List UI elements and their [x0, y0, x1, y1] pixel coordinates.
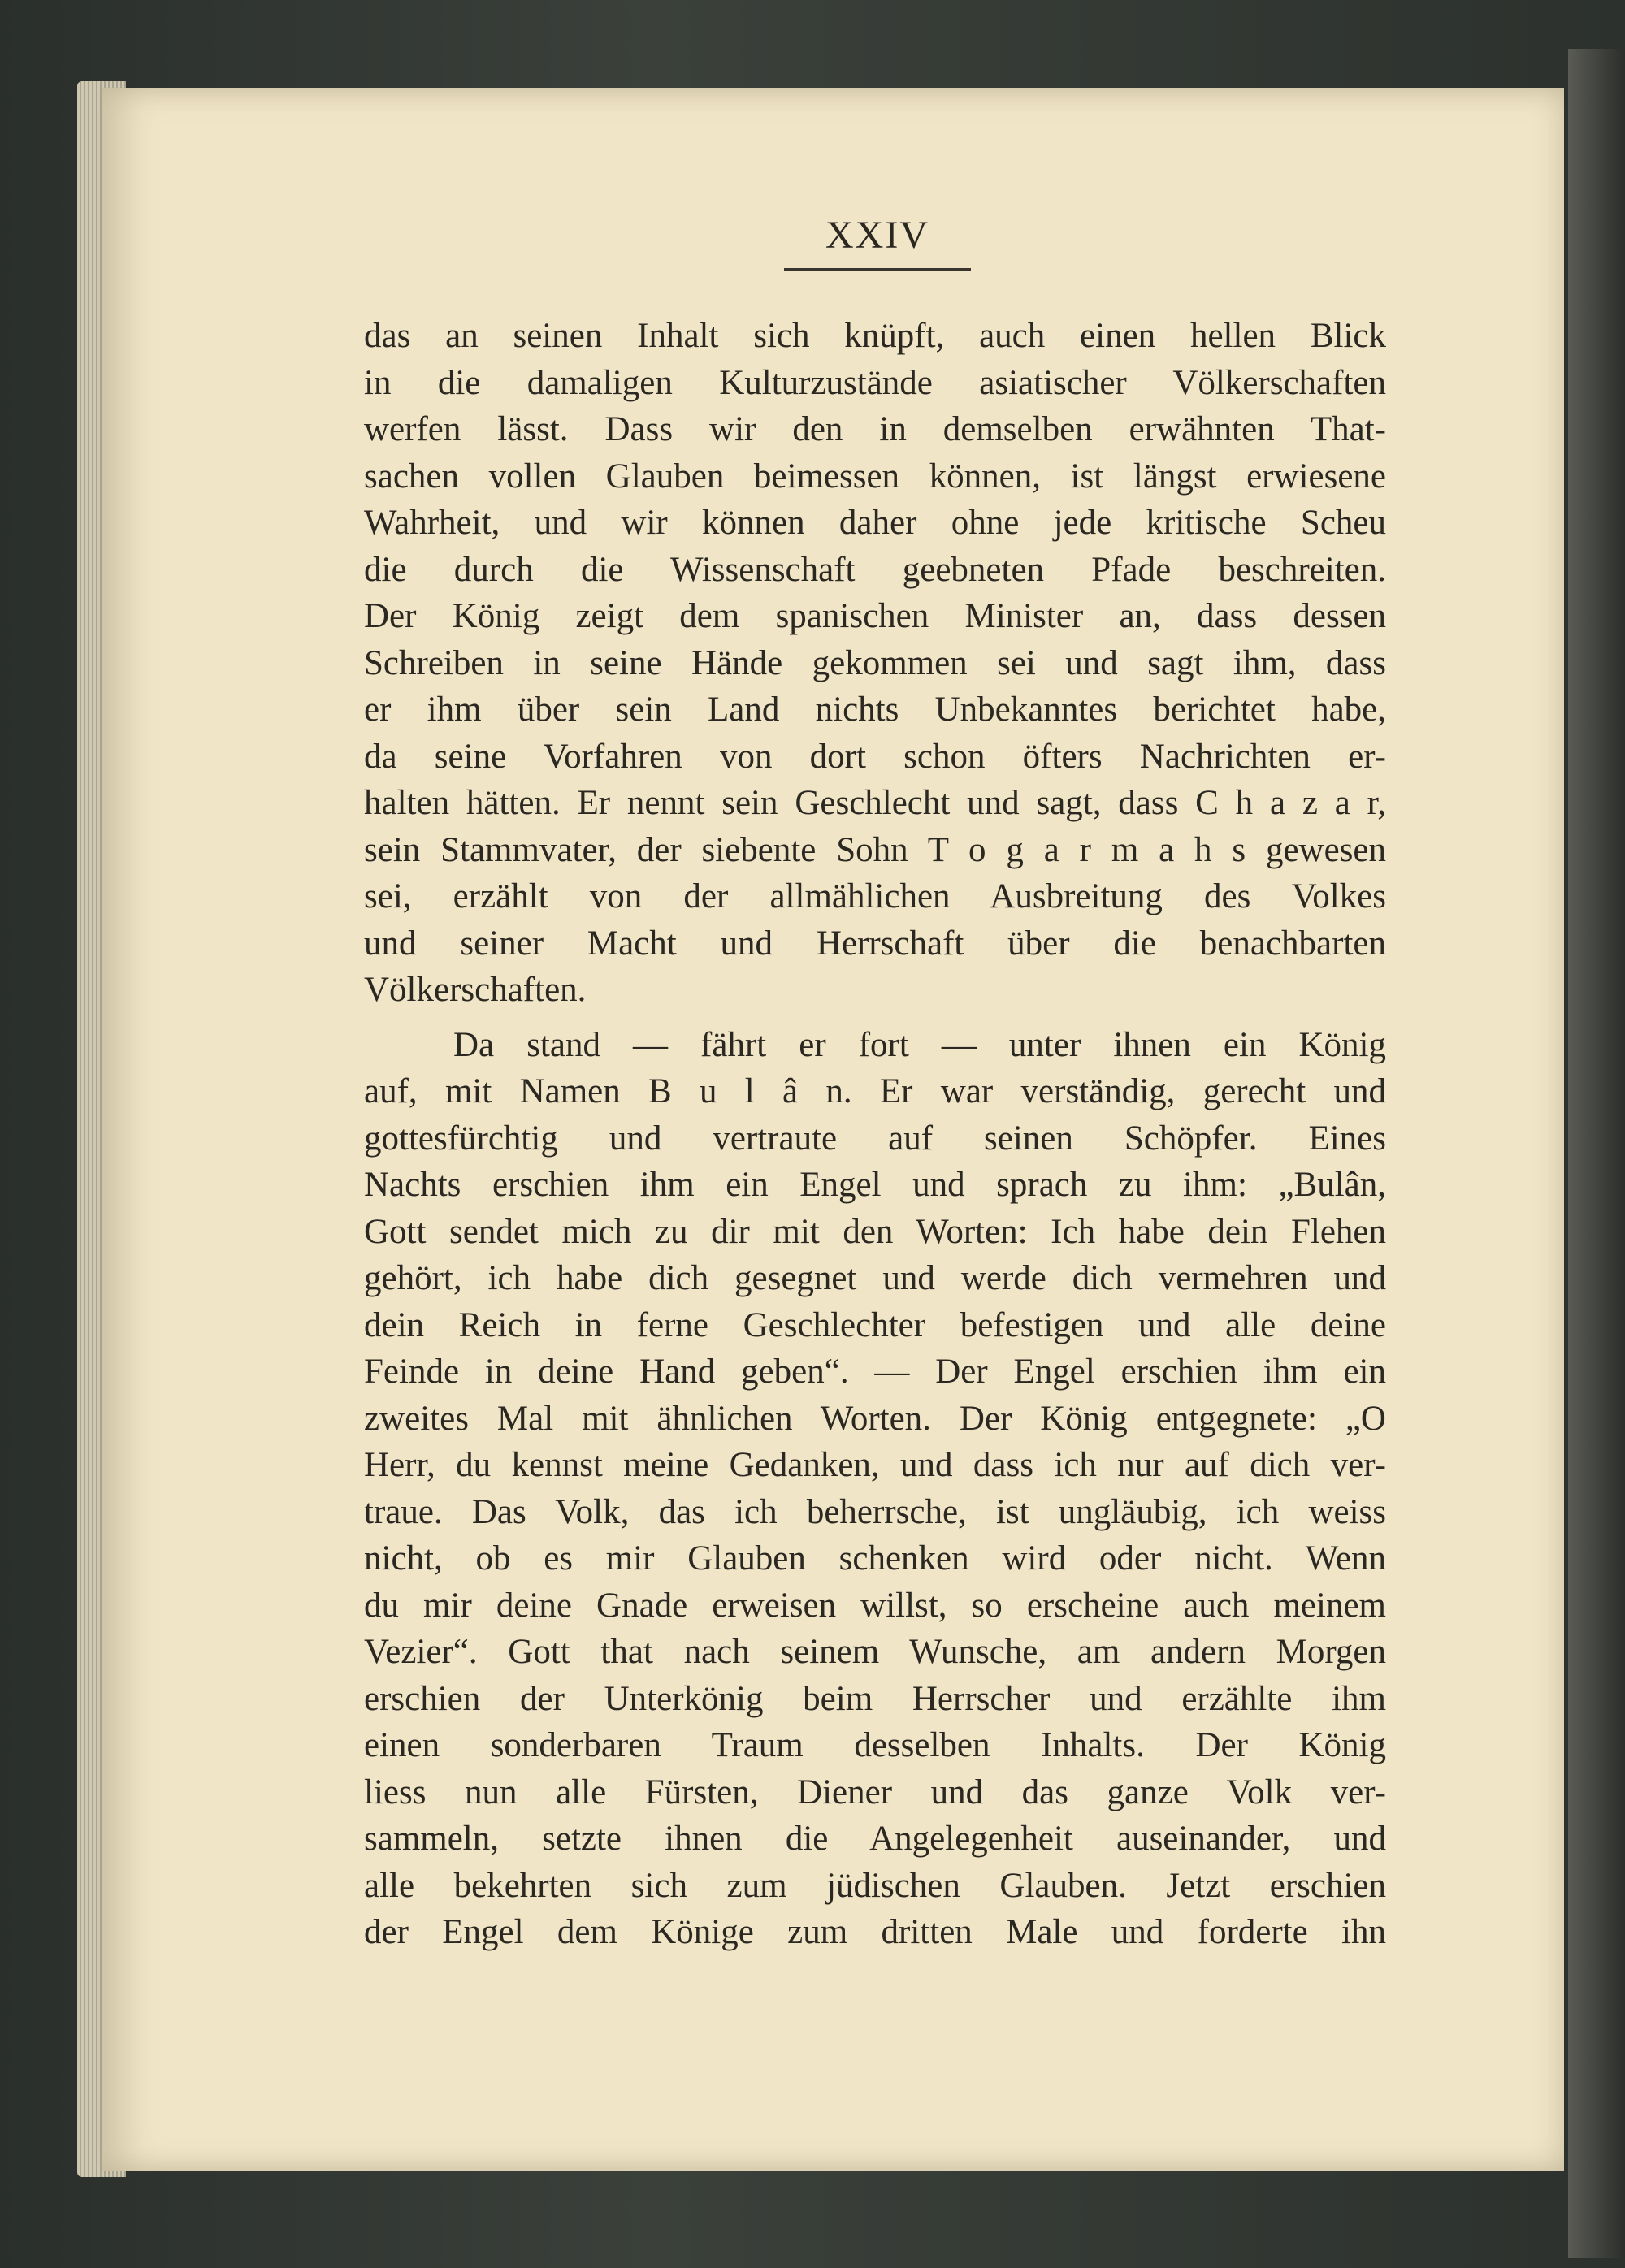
- paragraph-gap: [364, 1014, 1386, 1022]
- text-line: Nachts erschien ihm ein Engel und sprach zu ihm: „Bulân,: [364, 1166, 1386, 1204]
- text-line: gehört, ich habe dich gesegnet und werde dich vermehren und: [364, 1259, 1386, 1297]
- text-line: sein Stammvater, der siebente Sohn T o g a r m a h s gewesen: [364, 830, 1386, 869]
- text-line: liess nun alle Fürsten, Diener und das ganze Volk ver-: [364, 1772, 1386, 1811]
- book-binding: [1568, 49, 1625, 2258]
- page-number: XXIV: [826, 214, 930, 257]
- text-line: er ihm über sein Land nichts Unbekanntes berichtet habe,: [364, 690, 1386, 729]
- text-line: Gott sendet mich zu dir mit den Worten: Ich habe dein Flehen: [364, 1212, 1386, 1251]
- text-line: erschien der Unterkönig beim Herrscher und erzählte ihm: [364, 1679, 1386, 1718]
- text-line: Herr, du kennst meine Gedanken, und dass ich nur auf dich ver-: [364, 1446, 1386, 1484]
- text-line: und seiner Macht und Herrschaft über die benachbarten: [364, 924, 1386, 963]
- text-line: Da stand — fährt er fort — unter ihnen ein König: [453, 1025, 1386, 1064]
- text-line: das an seinen Inhalt sich knüpft, auch einen hellen Blick: [364, 317, 1386, 355]
- text-line: Vezier“. Gott that nach seinem Wunsche, am andern Morgen: [364, 1633, 1386, 1671]
- text-line: da seine Vorfahren von dort schon öfters Nachrichten er-: [364, 737, 1386, 776]
- text-line: einen sonderbaren Traum desselben Inhalts. Der König: [364, 1726, 1386, 1764]
- text-line: nicht, ob es mir Glauben schenken wird oder nicht. Wenn: [364, 1539, 1386, 1578]
- text-line: Der König zeigt dem spanischen Minister an, dass dessen: [364, 597, 1386, 635]
- text-line: werfen lässt. Dass wir den in demselben erwähnten That-: [364, 410, 1386, 448]
- text-line: sei, erzählt von der allmählichen Ausbreitung des Volkes: [364, 877, 1386, 915]
- text-line: du mir deine Gnade erweisen willst, so erscheine auch meinem: [364, 1586, 1386, 1625]
- text-line: auf, mit Namen B u l â n. Er war verständig, gerecht und: [364, 1072, 1386, 1110]
- text-line: traue. Das Volk, das ich beherrsche, ist ungläubig, ich weiss: [364, 1492, 1386, 1531]
- text-line: Feinde in deine Hand geben“. — Der Engel erschien ihm ein: [364, 1353, 1386, 1391]
- text-line: halten hätten. Er nennt sein Geschlecht und sagt, dass C h a z a r,: [364, 784, 1386, 822]
- text-line: zweites Mal mit ähnlichen Worten. Der König entgegnete: „O: [364, 1399, 1386, 1438]
- text-line: die durch die Wissenschaft geebneten Pfade beschreiten.: [364, 550, 1386, 589]
- text-line: gottesfürchtig und vertraute auf seinen Schöpfer. Eines: [364, 1119, 1386, 1158]
- text-line: alle bekehrten sich zum jüdischen Glauben. Jetzt erschien: [364, 1866, 1386, 1905]
- text-line: Schreiben in seine Hände gekommen sei und sagt ihm, dass: [364, 643, 1386, 682]
- text-line: sammeln, setzte ihnen die Angelegenheit auseinander, und: [364, 1820, 1386, 1858]
- text-line: Wahrheit, und wir können daher ohne jede kritische Scheu: [364, 504, 1386, 542]
- text-line: der Engel dem Könige zum dritten Male und forderte ihn: [364, 1913, 1386, 1951]
- text-line: Völkerschaften.: [364, 971, 587, 1009]
- text-line: in die damaligen Kulturzustände asiatischer Völkerschaften: [364, 363, 1386, 402]
- body-text: [364, 313, 1386, 1956]
- text-line: dein Reich in ferne Geschlechter befestigen und alle deine: [364, 1305, 1386, 1344]
- text-line: sachen vollen Glauben beimessen können, ist längst erwiesene: [364, 457, 1386, 496]
- header-rule: [784, 268, 971, 271]
